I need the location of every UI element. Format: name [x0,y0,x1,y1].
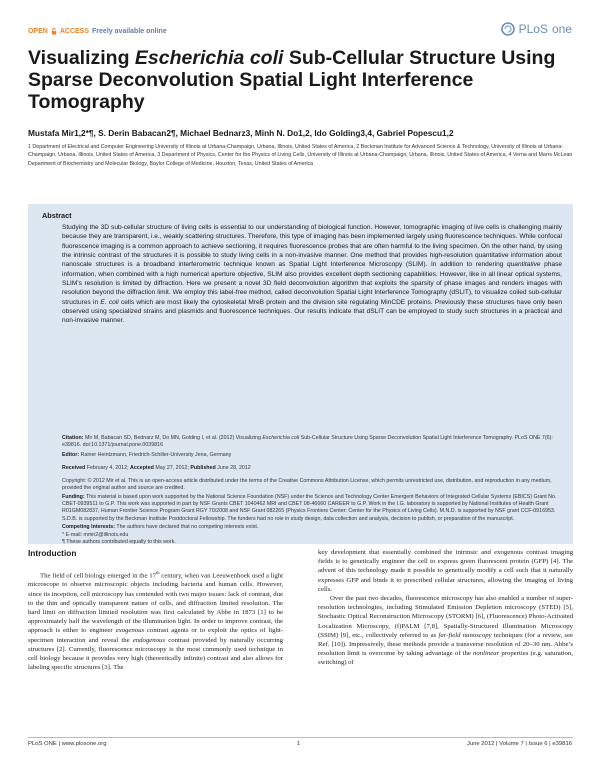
citation-seg2: Sub-Cellular Structure Using Sparse Deconvolution Spatial Light Interference Tomography. PLoS ONE 7(6): e39816. doi:10.1371/journal.pone.0039816 [62,435,553,449]
intro-heading: Introduction [28,548,77,558]
intro-l-seg2: century, when van Leeuwenhoek used a light microscope to observe microscopic objects including bacteria and human cells. However, since its inception, cell microscopy has contended with two major issues: lack of contrast, due to the thin and optically transparent nature of cells, and diffraction limited resolution. The hard limit on diffraction limited resolution was first calculated by Abbe in 1873 [1] to be approximately half the wavelength of the illumination light. In order to improve contrast, the approach is either to engineer [28,572,283,635]
intro-r-seg2: techniques (for a review, see Ref. [10]). Impressively, these methods provide a transverse resolution of 20–30 nm. Abbe’s resolution limit is overcome by taking advantage of the [318,631,573,658]
intro-paragraph-2: key development that essentially combined the intrinsic and exogenous contrast imaging fields is to genetically engineer the cell to express green fluorescent protein (GFP) [4]. The advent of this technology made it possible to genetically modify a cell such that it naturally expresses GFP and binds it to prescribed cellular structures, allowing the imaging of living cells. [318,549,573,593]
intro-r-italic1: far-field nanoscopy [438,631,492,639]
abstract-seg3: cells which are most likely the cytoskeletal MreB protein and the division site regulating MinCDE proteins. Previously these structures have only been observed using specialized strains and plasmids and fluorescence techniques. Our results indicate that dSLIT can be employed to study such structures in a practical and non-invasive manner. [62,298,563,325]
logo-plos-text: PLoS [518,22,548,36]
title-part2: Sub-Cellular Structure Using Sparse Deconvolution Spatial Light Interference Tomography [28,47,556,113]
plos-swirl-icon [501,22,515,36]
received-date: February 4, 2012; [85,465,131,471]
intro-l-sup: th [155,570,160,575]
citation-label: Citation: [62,435,84,441]
received-label: Received [62,465,86,471]
open-lock-icon [51,28,57,35]
intro-left-column [28,568,283,672]
competing-text: The authors have declared that no competing interests exist. [114,524,259,530]
article-title [28,47,573,113]
published-label: Published [190,465,216,471]
title-part1: Visualizing [28,47,135,69]
email: * E-mail: mmir2@illinois.edu [62,532,129,538]
copyright: Copyright: © 2012 Mir et al. This is an open-access article distributed under the terms of the Creative Commons Attribution License, which permits unrestricted use, distribution, and reproduction in any medium, provided the original author and source are credited. [62,478,552,492]
intro-right-column [318,548,573,667]
funding-text: This material is based upon work supported by the National Science Foundation (NSF) under the Science and Technology Center Emergent Behaviors of Integrated Cellular Systems (EBICS) Grant No. CBET-0939511 to G.P. This work was supported in part by NSF Grants CBET 1040462 MRI and CBET 08-46660 CAREER to G.P. Work in the I.G. laboratory is supported by National Institutes of Health Grant R01GM082837, Human Frontier Science Program Grant RGY 70/2008 and NSF Grant 082265 (Physics Frontiers Center: Center for the Physics of Living Cells). M.N.D. is supported by NSF grant CCF-0916953. S.D.B. is supported by the Beckman Institute Postdoctoral Fellowship. The funders had no role in study design, data collection and analysis, decision to publish, or preparation of the manuscript. [62,494,557,522]
title-italic: Escherichia coli [134,47,284,69]
intro-l-seg1: The field of cell biology emerged in the 17 [40,572,156,580]
intro-r-italic2: nonlinear [473,650,500,658]
author-list: Mustafa Mir1,2*¶, S. Derin Babacan2¶, Michael Bednarz3, Minh N. Do1,2, Ido Golding3,4, Gabriel Popescu1,2 [28,128,454,138]
open-access-banner [28,28,167,35]
footer-divider [28,737,573,738]
freely-available-label: Freely available online [92,28,167,35]
citation-italic: Escherichia coli [262,435,300,441]
abstract-italic1: quantitative [507,261,541,269]
dates [62,465,562,472]
intro-l-seg4: contrast provided by naturally occurring structures [2]. Currently, fluorescence microscopy is the most commonly used technique in cell biology because it provides very high (theoretically infinite) contrast and also allows for labeling specific structures [3]. The [28,636,283,672]
competing-interests [62,524,562,531]
accepted-date: May 27, 2012; [153,465,191,471]
abstract-seg1: Studying the 3D sub-cellular structure of living cells is essential to our understanding of biological function. However, tomographic imaging of live cells is challenging mainly because they are transparent, i.e., weakly scattering structures. Therefore, this type of imaging has been implemented largely using fluorescence techniques. While confocal fluorescence imaging is a common approach to achieve sectioning, it requires fluorescence probes that are often harmful to the living specimen. On the other hand, by using the intrinsic contrast of the structures it is possible to study living cells in a non-invasive manner. One method that provides high-resolution quantitative information about nanoscale structures is a broadband interferometric technique known as Spatial Light Interference Microscopy (SLIM). In addition to rendering [62,224,562,269]
funding [62,494,562,523]
affiliations: 1 Department of Electrical and Computer Engineering University of Illinois at Urbana-Champaign, Urbana, Illinois, United States of America, 2 Beckman Institute for Advanced Science & Technology, University of Illinois at Urbana-Champaign, Urbana, Illinois, United States of America, 3 Department of Physics, Center for the Physics of Living Cells, University of Illinois at Urbana-Champaign, Urbana, Illinois, United States of America, 4 Verna and Marrs McLean Department of Biochemistry and Molecular Biology, Baylor College of Medicine, Houston, Texas, United States of America [28,144,573,167]
abstract-seg2: phase information, when combined with a high numerical aperture objective, SLIM also provides excellent depth sectioning capabilities. However, like in all linear optical systems, SLIM’s resolution is limited by diffraction. Here we present a novel 3D field deconvolution algorithm that exploits the sparsity of phase images and renders images with resolution beyond the diffraction limit. We employ this label-free method, called deconvolution Spatial Light Interference Tomography (dSLIT), to visualize coiled sub-cellular structures in [62,261,562,306]
footer-page-number: 1 [297,741,301,747]
journal-logo [501,22,572,36]
abstract-text [62,223,562,326]
abstract-heading: Abstract [42,211,72,220]
citation-seg1: Mir M, Babacan SD, Bednarz M, Do MN, Golding I, et al. (2012) Visualizing [83,435,263,441]
editor-label: Editor: [62,452,80,458]
abstract-italic2: E. coli [100,298,119,306]
footer-issue: June 2012 | Volume 7 | Issue 6 | e39816 [466,741,572,747]
editor [62,452,562,459]
citation [62,435,562,449]
logo-one-text: one [551,22,572,36]
access-label: ACCESS [59,28,90,35]
published-date: June 28, 2012 [215,465,251,471]
intro-paragraph-3 [318,594,573,668]
funding-label: Funding: [62,494,85,500]
intro-r-seg1: Over the past two decades, fluorescence microscopy has also enabled a number of super-resolution technologies, including Stimulated Emission Depletion microscopy (STED) [5], Stochastic Optical Reconstruction Microscopy (STORM) [6], (Fluorescence) Photo-Activated Localization Microscopy, (f)PALM [7,8], Spatially-Structured Illumination Microscopy (SSIM) [9], etc., collectively referred to as [318,594,573,639]
open-label: OPEN [28,28,48,35]
intro-l-italic1: exogenous [115,627,145,635]
accepted-label: Accepted [130,465,154,471]
equal-contribution: ¶ These authors contributed equally to this work. [62,539,176,545]
footer-journal: PLoS ONE | www.plosone.org [28,741,107,747]
editor-name: Rainer Heintzmann, Friedrich-Schiller-University Jena, Germany [79,452,232,458]
intro-l-italic2: endogenous [132,636,166,644]
intro-l-seg3: contrast agents or to exploit the optics of light-specimen interaction and reveal the [28,627,283,644]
competing-label: Competing Interests: [62,524,115,530]
intro-paragraph-1 [28,568,283,672]
intro-r-seg3: properties (e.g. saturation, switching) of [318,650,573,667]
